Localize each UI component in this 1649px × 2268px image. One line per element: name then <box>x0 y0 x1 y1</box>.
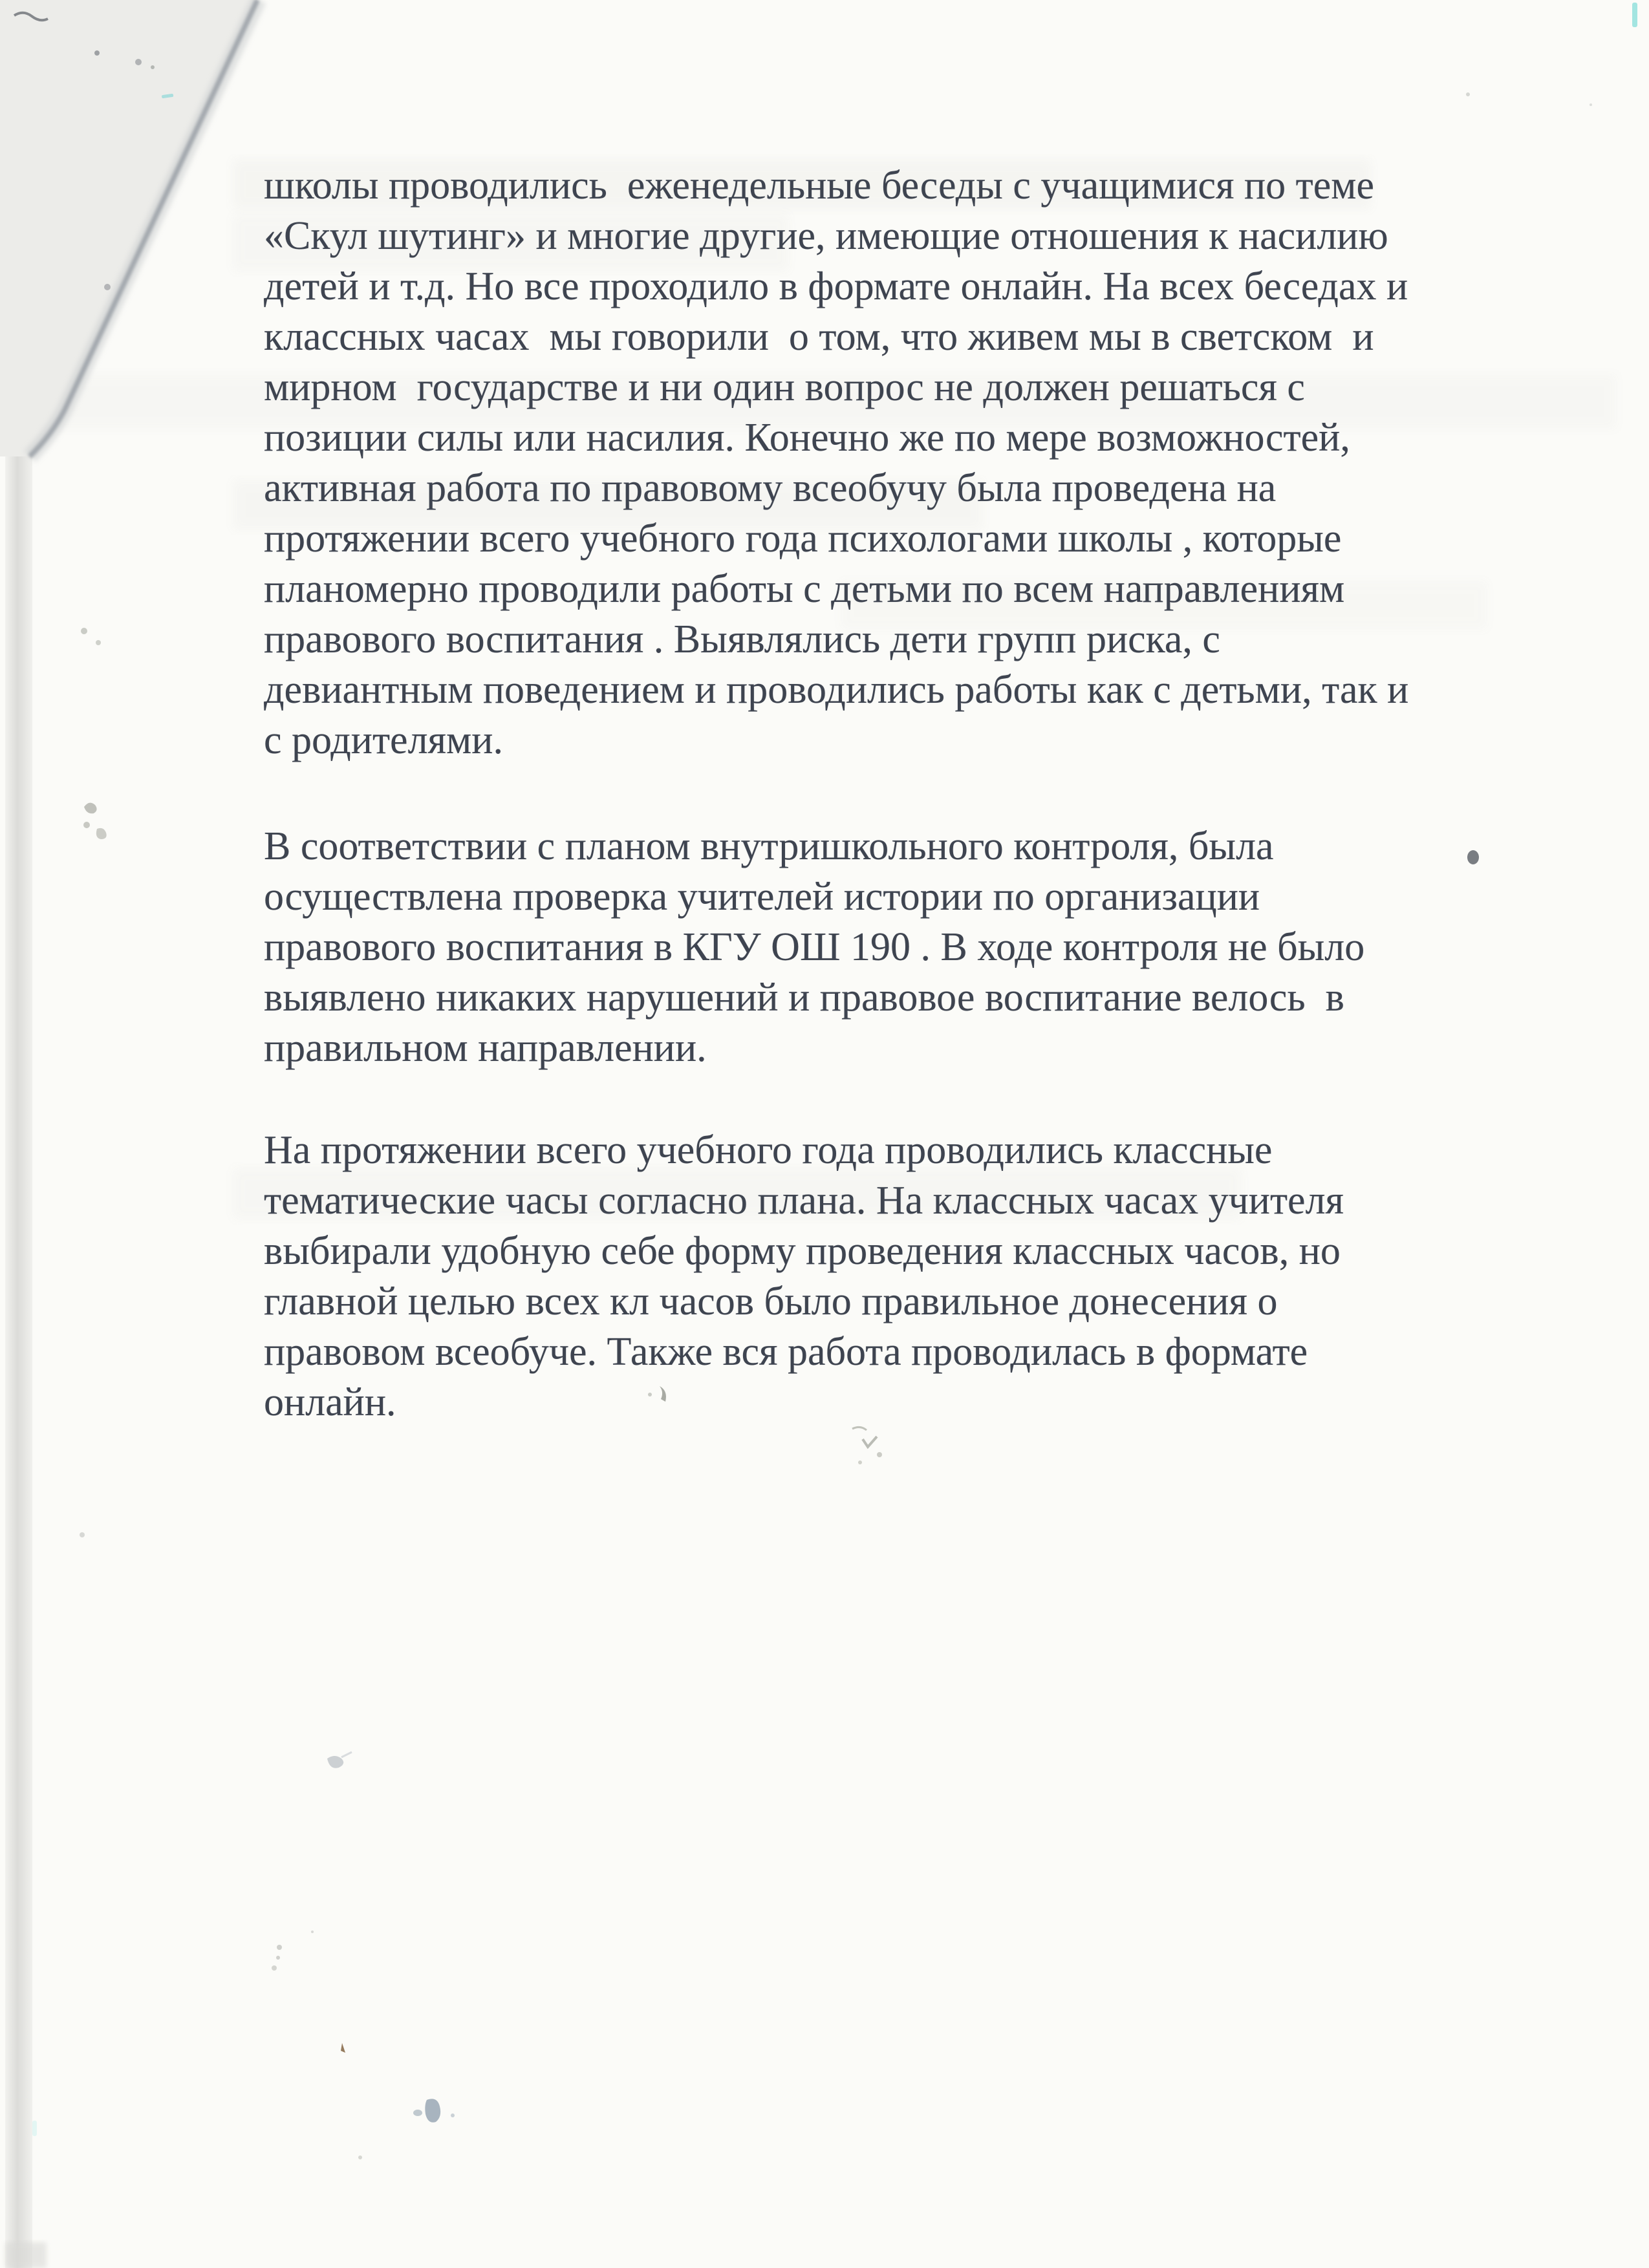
text-line: правового воспитания . Выявлялись дети групп риска, с <box>264 617 1220 661</box>
paragraph-3 <box>264 1125 1499 1428</box>
paragraph-2 <box>264 821 1499 1073</box>
paragraph-1 <box>264 160 1499 765</box>
text-line: главной целью всех кл часов было правильное донесения о <box>264 1279 1278 1323</box>
text-line: тематические часы согласно плана. На классных часах учителя <box>264 1179 1344 1223</box>
text-line: осуществлена проверка учителей истории по организации <box>264 875 1260 919</box>
corner-shadow <box>5 2242 47 2268</box>
text-line: позиции силы или насилия. Конечно же по мере возможностей, <box>264 416 1350 460</box>
scanner-edge-strip <box>5 0 32 2268</box>
text-line: «Скул шутинг» и многие другие, имеющие отношения к насилию <box>264 214 1388 258</box>
text-line: школы проводились еженедельные беседы с учащимися по теме <box>264 164 1375 208</box>
text-line: детей и т.д. Но все проходило в формате онлайн. На всех беседах и <box>264 264 1408 308</box>
text-line: с родителями. <box>264 718 503 762</box>
document-body <box>264 160 1499 1428</box>
text-line: правовом всеобуче. Также вся работа проводилась в формате <box>264 1330 1308 1374</box>
text-line: правильном направлении. <box>264 1026 707 1070</box>
text-line: классных часах мы говорили о том, что живем мы в светском и <box>264 315 1374 359</box>
text-line: онлайн. <box>264 1380 396 1424</box>
text-line: мирном государстве и ни один вопрос не должен решаться с <box>264 365 1305 409</box>
text-line: На протяжении всего учебного года проводились классные <box>264 1128 1273 1172</box>
text-line: В соответствии с планом внутришкольного контроля, была <box>264 824 1274 868</box>
text-line: правового воспитания в КГУ ОШ 190 . В ходе контроля не было <box>264 925 1365 969</box>
text-line: девиантным поведением и проводились работы как с детьми, так и <box>264 668 1409 712</box>
text-line: планомерно проводили работы с детьми по всем направлениям <box>264 567 1345 611</box>
text-line: активная работа по правовому всеобучу была проведена на <box>264 466 1277 510</box>
text-line: протяжении всего учебного года психологами школы , которые <box>264 517 1342 561</box>
text-line: выявлено никаких нарушений и правовое воспитание велось в <box>264 976 1344 1020</box>
text-line: выбирали удобную себе форму проведения классных часов, но <box>264 1229 1341 1273</box>
folded-corner <box>0 0 259 456</box>
